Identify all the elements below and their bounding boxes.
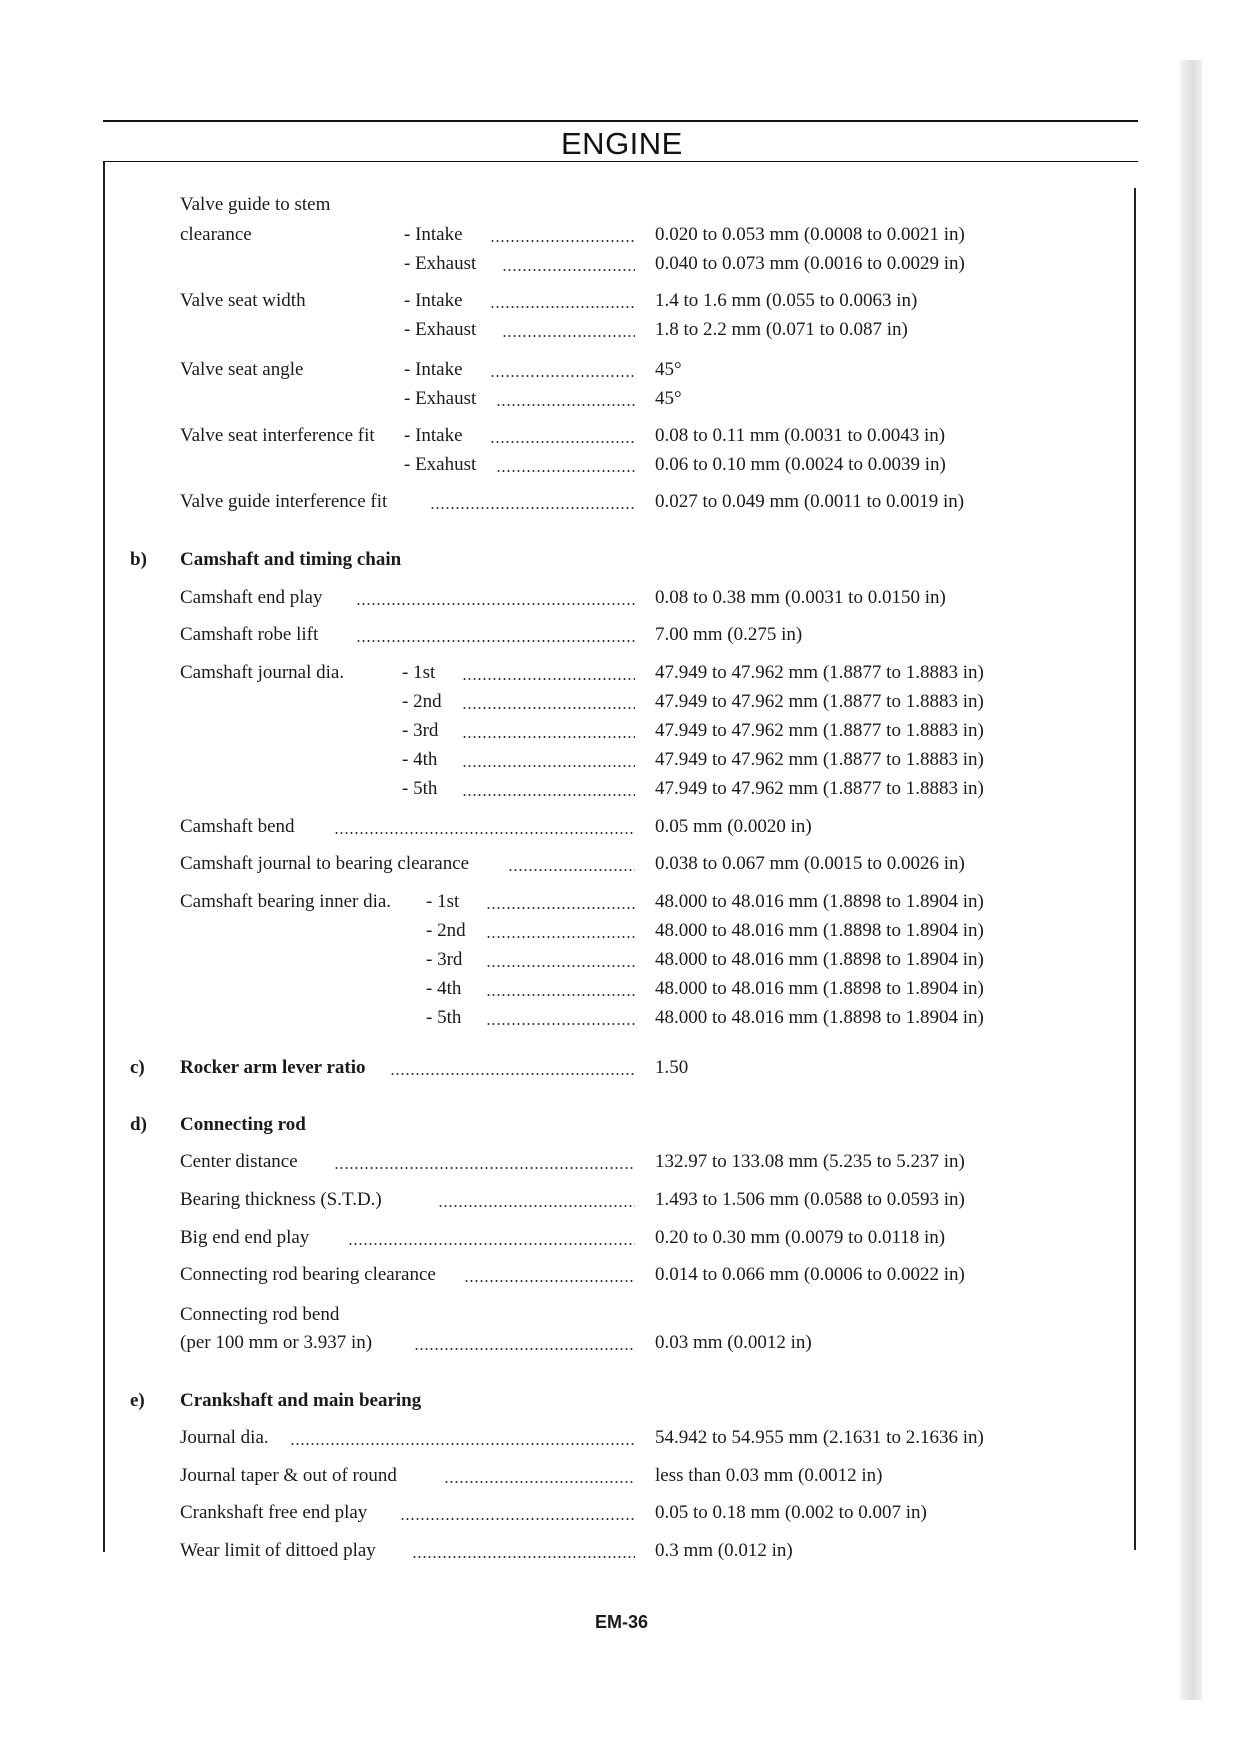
leader-dots: [490, 375, 635, 377]
camshaft-journal-row-label: - 2nd: [402, 691, 442, 712]
camshaft-bearing-row-label: - 3rd: [426, 949, 463, 970]
crankshaft-free-end-play-value: 0.05 to 0.18 mm (0.002 to 0.007 in): [655, 1502, 927, 1523]
journal-taper-value: less than 0.03 mm (0.0012 in): [655, 1465, 883, 1486]
section-e-marker: e): [130, 1390, 145, 1411]
leader-dots: [464, 1280, 635, 1282]
valve-guide-clearance-label-line1: Valve guide to stem: [180, 194, 331, 215]
valve-guide-clearance-intake-label: - Intake: [404, 224, 463, 245]
section-d-title: Connecting rod: [180, 1114, 306, 1135]
camshaft-bearing-row-label: - 4th: [426, 978, 462, 999]
journal-taper-label: Journal taper & out of round: [180, 1465, 397, 1486]
camshaft-journal-row-value: 47.949 to 47.962 mm (1.8877 to 1.8883 in): [655, 662, 984, 683]
leader-dots: [430, 507, 635, 509]
valve-seat-width-exhaust-value: 1.8 to 2.2 mm (0.071 to 0.087 in): [655, 319, 908, 340]
leader-dots: [490, 441, 635, 443]
leader-dots: [334, 832, 635, 834]
leader-dots: [496, 470, 635, 472]
bearing-thickness-value: 1.493 to 1.506 mm (0.0588 to 0.0593 in): [655, 1189, 965, 1210]
valve-seat-width-intake-value: 1.4 to 1.6 mm (0.055 to 0.0063 in): [655, 290, 918, 311]
valve-guide-clearance-exhaust-value: 0.040 to 0.073 mm (0.0016 to 0.0029 in): [655, 253, 965, 274]
leader-dots: [502, 335, 635, 337]
camshaft-bend-label: Camshaft bend: [180, 816, 295, 837]
leader-dots: [496, 404, 635, 406]
header-rule-top: [103, 120, 1138, 122]
bearing-thickness-label: Bearing thickness (S.T.D.): [180, 1189, 382, 1210]
valve-seat-angle-exhaust-value: 45°: [655, 388, 682, 409]
leader-dots: [486, 994, 635, 996]
camshaft-journal-clearance-value: 0.038 to 0.067 mm (0.0015 to 0.0026 in): [655, 853, 965, 874]
camshaft-journal-row-label: - 5th: [402, 778, 438, 799]
valve-seat-width-label: Valve seat width: [180, 290, 306, 311]
valve-guide-clearance-intake-value: 0.020 to 0.053 mm (0.0008 to 0.0021 in): [655, 224, 965, 245]
section-c-title: Rocker arm lever ratio: [180, 1057, 366, 1078]
leader-dots: [486, 1023, 635, 1025]
camshaft-journal-row-label: - 4th: [402, 749, 438, 770]
camshaft-bearing-row-value: 48.000 to 48.016 mm (1.8898 to 1.8904 in): [655, 891, 984, 912]
leader-dots: [414, 1348, 635, 1350]
camshaft-end-play-value: 0.08 to 0.38 mm (0.0031 to 0.0150 in): [655, 587, 946, 608]
camshaft-bend-value: 0.05 mm (0.0020 in): [655, 816, 812, 837]
leader-dots: [462, 794, 635, 796]
camshaft-journal-row-value: 47.949 to 47.962 mm (1.8877 to 1.8883 in): [655, 720, 984, 741]
right-margin-line: [1134, 188, 1136, 1550]
camshaft-journal-row-value: 47.949 to 47.962 mm (1.8877 to 1.8883 in): [655, 778, 984, 799]
page-edge-shadow: [1180, 60, 1202, 1700]
valve-seat-angle-intake-value: 45°: [655, 359, 682, 380]
leader-dots: [462, 765, 635, 767]
big-end-play-value: 0.20 to 0.30 mm (0.0079 to 0.0118 in): [655, 1227, 946, 1248]
leader-dots: [486, 936, 635, 938]
leader-dots: [412, 1556, 635, 1558]
center-distance-label: Center distance: [180, 1151, 298, 1172]
camshaft-bearing-row-value: 48.000 to 48.016 mm (1.8898 to 1.8904 in): [655, 920, 984, 941]
valve-seat-width-intake-label: - Intake: [404, 290, 463, 311]
header-rule-bottom: [103, 161, 1138, 162]
camshaft-journal-row-value: 47.949 to 47.962 mm (1.8877 to 1.8883 in): [655, 691, 984, 712]
leader-dots: [486, 965, 635, 967]
section-d-marker: d): [130, 1114, 147, 1135]
valve-seat-angle-label: Valve seat angle: [180, 359, 304, 380]
leader-dots: [486, 907, 635, 909]
valve-seat-interference-label: Valve seat interference fit: [180, 425, 375, 446]
leader-dots: [348, 1243, 635, 1245]
camshaft-bearing-row-label: - 2nd: [426, 920, 466, 941]
valve-guide-interference-label: Valve guide interference fit: [180, 491, 388, 512]
camshaft-robe-lift-label: Camshaft robe lift: [180, 624, 319, 645]
wear-limit-value: 0.3 mm (0.012 in): [655, 1540, 793, 1561]
camshaft-end-play-label: Camshaft end play: [180, 587, 323, 608]
big-end-play-label: Big end end play: [180, 1227, 310, 1248]
valve-guide-clearance-label-line2: clearance: [180, 224, 252, 245]
camshaft-bearing-row-value: 48.000 to 48.016 mm (1.8898 to 1.8904 in): [655, 978, 984, 999]
camshaft-bearing-row-value: 48.000 to 48.016 mm (1.8898 to 1.8904 in): [655, 1007, 984, 1028]
leader-dots: [334, 1167, 635, 1169]
leader-dots: [502, 269, 635, 271]
rocker-arm-lever-ratio-value: 1.50: [655, 1057, 689, 1078]
leader-dots: [400, 1518, 635, 1520]
leader-dots: [290, 1443, 635, 1445]
valve-seat-interference-exhaust-label: - Exahust: [404, 454, 477, 475]
valve-seat-width-exhaust-label: - Exhaust: [404, 319, 477, 340]
valve-seat-interference-exhaust-value: 0.06 to 0.10 mm (0.0024 to 0.0039 in): [655, 454, 946, 475]
leader-dots: [462, 678, 635, 680]
wear-limit-label: Wear limit of dittoed play: [180, 1540, 376, 1561]
camshaft-journal-row-label: - 1st: [402, 662, 436, 683]
leader-dots: [508, 869, 635, 871]
camshaft-bearing-inner-dia-label: Camshaft bearing inner dia.: [180, 891, 392, 912]
camshaft-journal-clearance-label: Camshaft journal to bearing clearance: [180, 853, 470, 874]
connecting-rod-bearing-clearance-value: 0.014 to 0.066 mm (0.0006 to 0.0022 in): [655, 1264, 965, 1285]
valve-seat-angle-intake-label: - Intake: [404, 359, 463, 380]
section-b-title: Camshaft and timing chain: [180, 549, 402, 570]
connecting-rod-bend-label-line1: Connecting rod bend: [180, 1304, 340, 1325]
connecting-rod-bearing-clearance-label: Connecting rod bearing clearance: [180, 1264, 436, 1285]
camshaft-bearing-row-value: 48.000 to 48.016 mm (1.8898 to 1.8904 in): [655, 949, 984, 970]
camshaft-robe-lift-value: 7.00 mm (0.275 in): [655, 624, 803, 645]
leader-dots: [356, 640, 635, 642]
leader-dots: [490, 306, 635, 308]
leader-dots: [462, 707, 635, 709]
valve-seat-angle-exhaust-label: - Exhaust: [404, 388, 477, 409]
left-margin-line: [103, 162, 105, 1552]
section-c-marker: c): [130, 1057, 145, 1078]
camshaft-bearing-row-label: - 1st: [426, 891, 460, 912]
center-distance-value: 132.97 to 133.08 mm (5.235 to 5.237 in): [655, 1151, 965, 1172]
connecting-rod-bend-label-line2: (per 100 mm or 3.937 in): [180, 1332, 373, 1353]
page-title: ENGINE: [561, 126, 683, 161]
section-e-title: Crankshaft and main bearing: [180, 1390, 422, 1411]
leader-dots: [390, 1073, 635, 1075]
leader-dots: [462, 736, 635, 738]
camshaft-journal-dia-label: Camshaft journal dia.: [180, 662, 345, 683]
leader-dots: [490, 240, 635, 242]
leader-dots: [444, 1481, 635, 1483]
page-number: EM-36: [595, 1612, 649, 1632]
valve-seat-interference-intake-label: - Intake: [404, 425, 463, 446]
leader-dots: [438, 1205, 635, 1207]
section-b-marker: b): [130, 549, 147, 570]
valve-guide-clearance-exhaust-label: - Exhaust: [404, 253, 477, 274]
camshaft-journal-row-label: - 3rd: [402, 720, 439, 741]
connecting-rod-bend-value: 0.03 mm (0.0012 in): [655, 1332, 812, 1353]
valve-guide-interference-value: 0.027 to 0.049 mm (0.0011 to 0.0019 in): [655, 491, 965, 512]
valve-seat-interference-intake-value: 0.08 to 0.11 mm (0.0031 to 0.0043 in): [655, 425, 946, 446]
leader-dots: [356, 603, 635, 605]
crankshaft-free-end-play-label: Crankshaft free end play: [180, 1502, 368, 1523]
journal-dia-value: 54.942 to 54.955 mm (2.1631 to 2.1636 in): [655, 1427, 984, 1448]
journal-dia-label: Journal dia.: [180, 1427, 269, 1448]
camshaft-journal-row-value: 47.949 to 47.962 mm (1.8877 to 1.8883 in): [655, 749, 984, 770]
camshaft-bearing-row-label: - 5th: [426, 1007, 462, 1028]
